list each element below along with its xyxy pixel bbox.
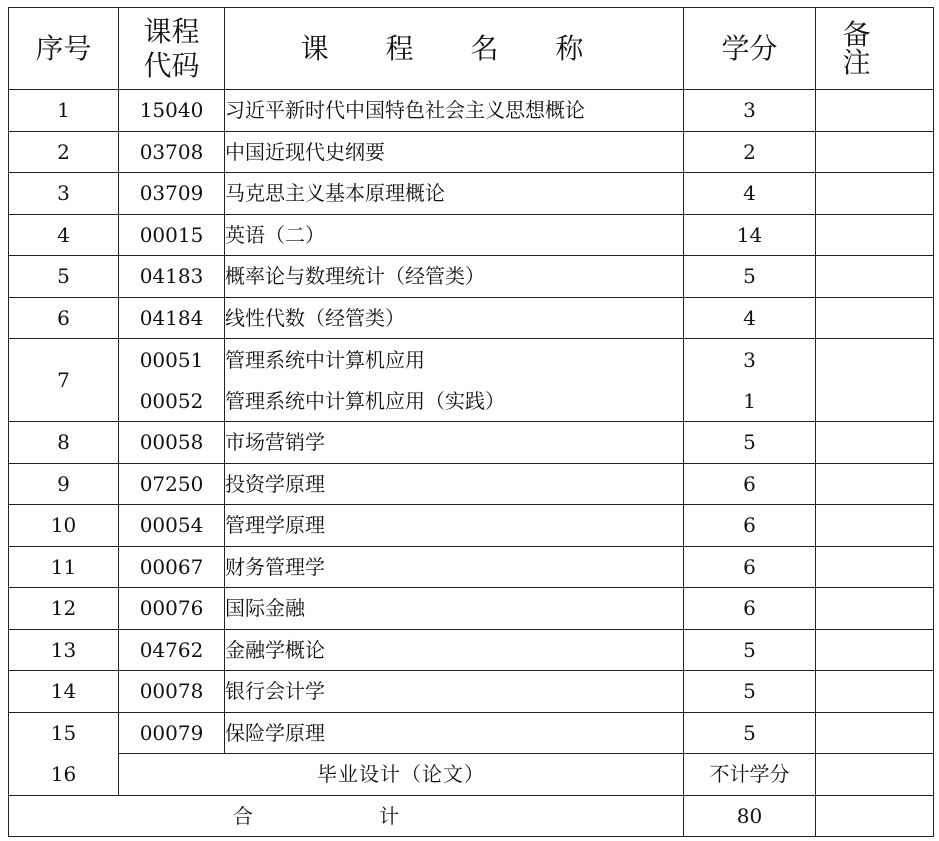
credit-cell: 6 <box>684 588 816 630</box>
header-seq: 序号 <box>9 8 119 90</box>
seq-cell: 9 <box>9 463 119 505</box>
name-cell: 国际金融 <box>225 588 684 630</box>
code-cell-group <box>119 339 225 422</box>
name-cell: 线性代数（经管类） <box>225 297 684 339</box>
code-cell: 04762 <box>119 629 225 671</box>
credit-cell-group <box>684 339 816 422</box>
note-cell <box>816 754 934 796</box>
header-name: 课 程 名 称 <box>225 8 684 90</box>
code-cell: 00054 <box>119 505 225 547</box>
name-cell: 保险学原理 <box>225 712 684 754</box>
thesis-credit-cell: 不计学分 <box>684 754 816 796</box>
seq-cell: 5 <box>9 256 119 298</box>
note-cell <box>816 339 934 422</box>
name-cell-group <box>225 339 684 422</box>
table-row <box>9 131 934 173</box>
table-row <box>9 422 934 464</box>
code-cell: 00076 <box>119 588 225 630</box>
note-cell <box>816 671 934 713</box>
credit-cell: 5 <box>684 422 816 464</box>
seq-cell: 1 <box>9 90 119 132</box>
seq-cell: 4 <box>9 214 119 256</box>
seq-cell: 10 <box>9 505 119 547</box>
table-row <box>9 90 934 132</box>
code-cell: 04184 <box>119 297 225 339</box>
credit-cell: 4 <box>684 297 816 339</box>
seq-cell: 15 <box>9 712 119 754</box>
name-cell: 概率论与数理统计（经管类） <box>225 256 684 298</box>
header-code <box>119 8 225 90</box>
total-credit: 80 <box>684 795 816 837</box>
name-cell: 管理系统中计算机应用 <box>225 347 425 372</box>
credit-cell: 5 <box>684 712 816 754</box>
table-row <box>9 546 934 588</box>
code-cell: 15040 <box>119 90 225 132</box>
credit-cell: 5 <box>684 671 816 713</box>
table-row <box>9 463 934 505</box>
table-row <box>9 256 934 298</box>
code-cell: 00052 <box>139 388 204 413</box>
credit-cell: 4 <box>684 173 816 215</box>
total-label: 合 计 <box>9 795 684 837</box>
note-cell <box>816 712 934 754</box>
seq-cell: 16 <box>9 754 119 796</box>
seq-cell: 14 <box>9 671 119 713</box>
code-cell: 04183 <box>119 256 225 298</box>
note-cell <box>816 795 934 837</box>
code-cell: 00051 <box>139 347 204 372</box>
table-row <box>9 214 934 256</box>
seq-cell: 2 <box>9 131 119 173</box>
name-cell: 银行会计学 <box>225 671 684 713</box>
table-row <box>9 339 934 422</box>
note-cell <box>816 588 934 630</box>
credit-cell: 5 <box>684 629 816 671</box>
total-row <box>9 795 934 837</box>
seq-cell: 12 <box>9 588 119 630</box>
note-cell <box>816 463 934 505</box>
credit-cell: 5 <box>684 256 816 298</box>
name-cell: 金融学概论 <box>225 629 684 671</box>
course-table <box>8 7 934 837</box>
name-cell: 管理系统中计算机应用（实践） <box>225 388 505 413</box>
table-row <box>9 671 934 713</box>
note-cell <box>816 297 934 339</box>
note-cell <box>816 256 934 298</box>
table-row <box>9 173 934 215</box>
credit-cell: 3 <box>743 347 756 372</box>
credit-cell: 3 <box>684 90 816 132</box>
credit-cell: 14 <box>684 214 816 256</box>
seq-cell: 13 <box>9 629 119 671</box>
code-cell: 00078 <box>119 671 225 713</box>
name-cell: 管理学原理 <box>225 505 684 547</box>
note-cell <box>816 173 934 215</box>
code-cell: 00067 <box>119 546 225 588</box>
name-cell: 英语（二） <box>225 214 684 256</box>
code-cell: 00079 <box>119 712 225 754</box>
note-cell <box>816 90 934 132</box>
header-code-line2: 代码 <box>143 48 200 82</box>
credit-cell: 6 <box>684 463 816 505</box>
credit-cell: 1 <box>743 388 756 413</box>
code-cell: 00058 <box>119 422 225 464</box>
seq-cell: 11 <box>9 546 119 588</box>
thesis-name-cell: 毕业设计（论文） <box>119 754 684 796</box>
seq-cell: 8 <box>9 422 119 464</box>
seq-cell: 3 <box>9 173 119 215</box>
note-cell <box>816 505 934 547</box>
code-cell: 00015 <box>119 214 225 256</box>
table-row <box>9 712 934 754</box>
name-cell: 习近平新时代中国特色社会主义思想概论 <box>225 90 684 132</box>
seq-cell: 7 <box>9 339 119 422</box>
table-row <box>9 629 934 671</box>
name-cell: 中国近现代史纲要 <box>225 131 684 173</box>
credit-cell: 6 <box>684 505 816 547</box>
credit-cell: 2 <box>684 131 816 173</box>
header-code-line1: 课程 <box>143 14 200 48</box>
note-cell <box>816 214 934 256</box>
header-note: 备 注 <box>816 8 934 90</box>
note-cell <box>816 131 934 173</box>
credit-cell: 6 <box>684 546 816 588</box>
table-row <box>9 588 934 630</box>
note-cell <box>816 546 934 588</box>
note-cell <box>816 422 934 464</box>
note-cell <box>816 629 934 671</box>
name-cell: 马克思主义基本原理概论 <box>225 173 684 215</box>
name-cell: 投资学原理 <box>225 463 684 505</box>
thesis-row <box>9 754 934 796</box>
table-row <box>9 297 934 339</box>
header-credit: 学分 <box>684 8 816 90</box>
name-cell: 市场营销学 <box>225 422 684 464</box>
header-row <box>9 8 934 90</box>
seq-cell: 6 <box>9 297 119 339</box>
code-cell: 07250 <box>119 463 225 505</box>
code-cell: 03708 <box>119 131 225 173</box>
table-row <box>9 505 934 547</box>
name-cell: 财务管理学 <box>225 546 684 588</box>
code-cell: 03709 <box>119 173 225 215</box>
